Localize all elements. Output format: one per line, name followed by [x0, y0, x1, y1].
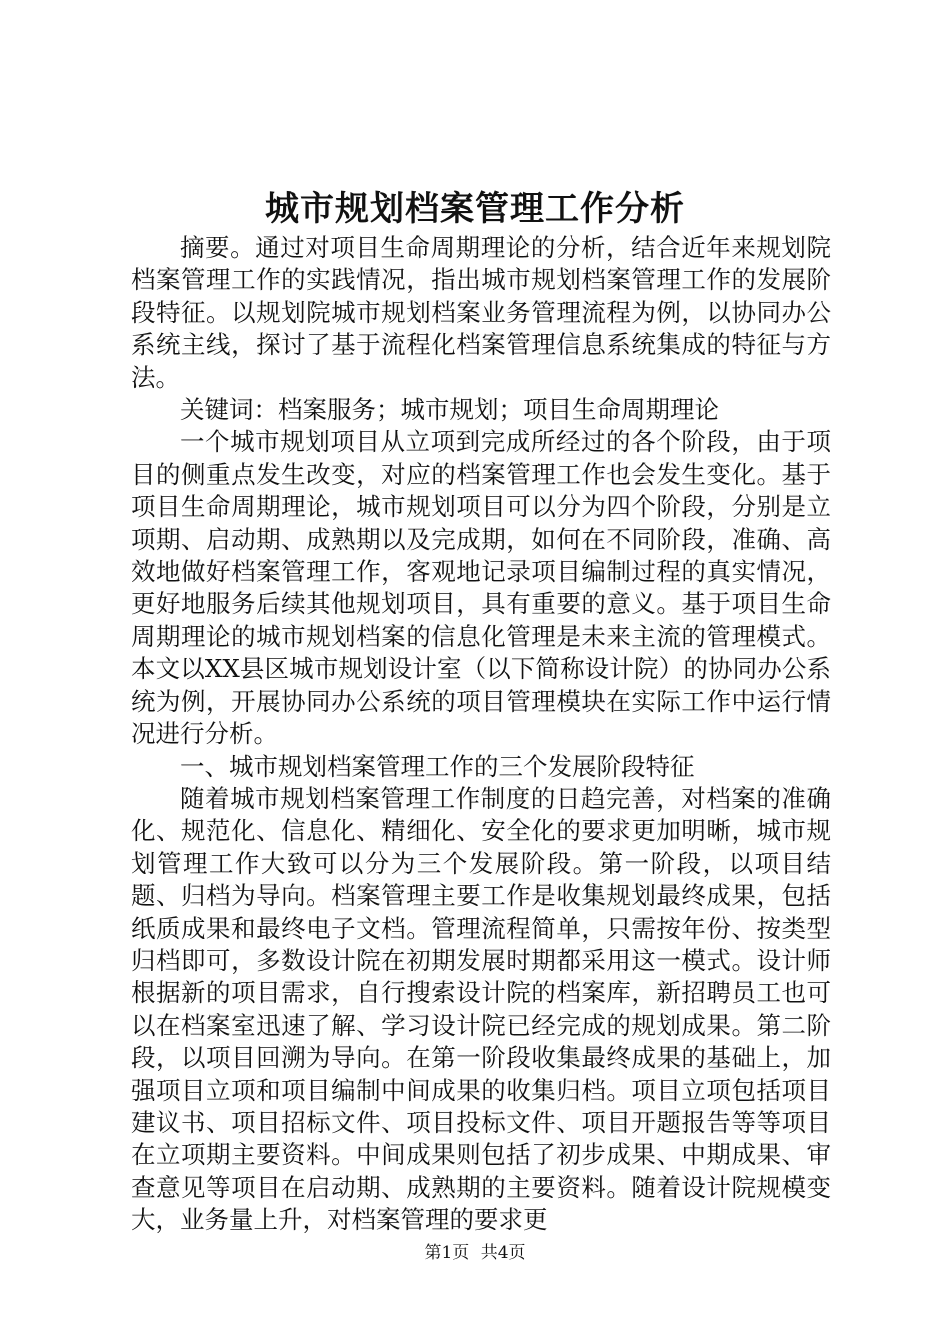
document-title: 城市规划档案管理工作分析: [265, 189, 685, 229]
intro-paragraph: 一个城市规划项目从立项到完成所经过的各个阶段，由于项目的侧重点发生改变，对应的档案管理工作也会发生变化。基于项目生命周期理论，城市规划项目可以分为四个阶段，分别是立项期、启动期、成熟期以及完成期，如何在不同阶段，准确、高效地做好档案管理工作，客观地记录项目编制过程的真实情况，更好地服务后续其他规划项目，具有重要的意义。基于项目生命周期理论的城市规划档案的信息化管理是未来主流的管理模式。本文以XX县区城市规划设计室（以下简称设计院）的协同办公系统为例，开展协同办公系统的项目管理模块在实际工作中运行情况进行分析。: [131, 427, 831, 749]
abstract-paragraph: 摘要。通过对项目生命周期理论的分析，结合近年来规划院档案管理工作的实践情况，指出城市规划档案管理工作的发展阶段特征。以规划院城市规划档案业务管理流程为例，以协同办公系统主线，探讨了基于流程化档案管理信息系统集成的特征与方法。: [131, 233, 831, 392]
section-heading: 一、城市规划档案管理工作的三个发展阶段特征: [180, 751, 695, 781]
page-total: 共4页: [480, 1243, 526, 1263]
document-body: [131, 232, 831, 1237]
keywords-paragraph: 关键词：档案服务；城市规划；项目生命周期理论: [180, 395, 719, 425]
page-footer: [0, 1241, 950, 1265]
page-number: 第1页: [424, 1243, 470, 1263]
section-paragraph: 随着城市规划档案管理工作制度的日趋完善，对档案的准确化、规范化、信息化、精细化、安全化的要求更加明晰，城市规划管理工作大致可以分为三个发展阶段。第一阶段，以项目结题、归档为导向。档案管理主要工作是收集规划最终成果，包括纸质成果和最终电子文档。管理流程简单，只需按年份、按类型归档即可，多数设计院在初期发展时期都采用这一模式。设计师根据新的项目需求，自行搜索设计院的档案库，新招聘员工也可以在档案室迅速了解、学习设计院已经完成的规划成果。第二阶段，以项目回溯为导向。在第一阶段收集最终成果的基础上，加强项目立项和项目编制中间成果的收集归档。项目立项包括项目建议书、项目招标文件、项目投标文件、项目开题报告等等项目在立项期主要资料。中间成果则包括了初步成果、中期成果、审查意见等项目在启动期、成熟期的主要资料。随着设计院规模变大，业务量上升，对档案管理的要求更: [131, 783, 831, 1235]
